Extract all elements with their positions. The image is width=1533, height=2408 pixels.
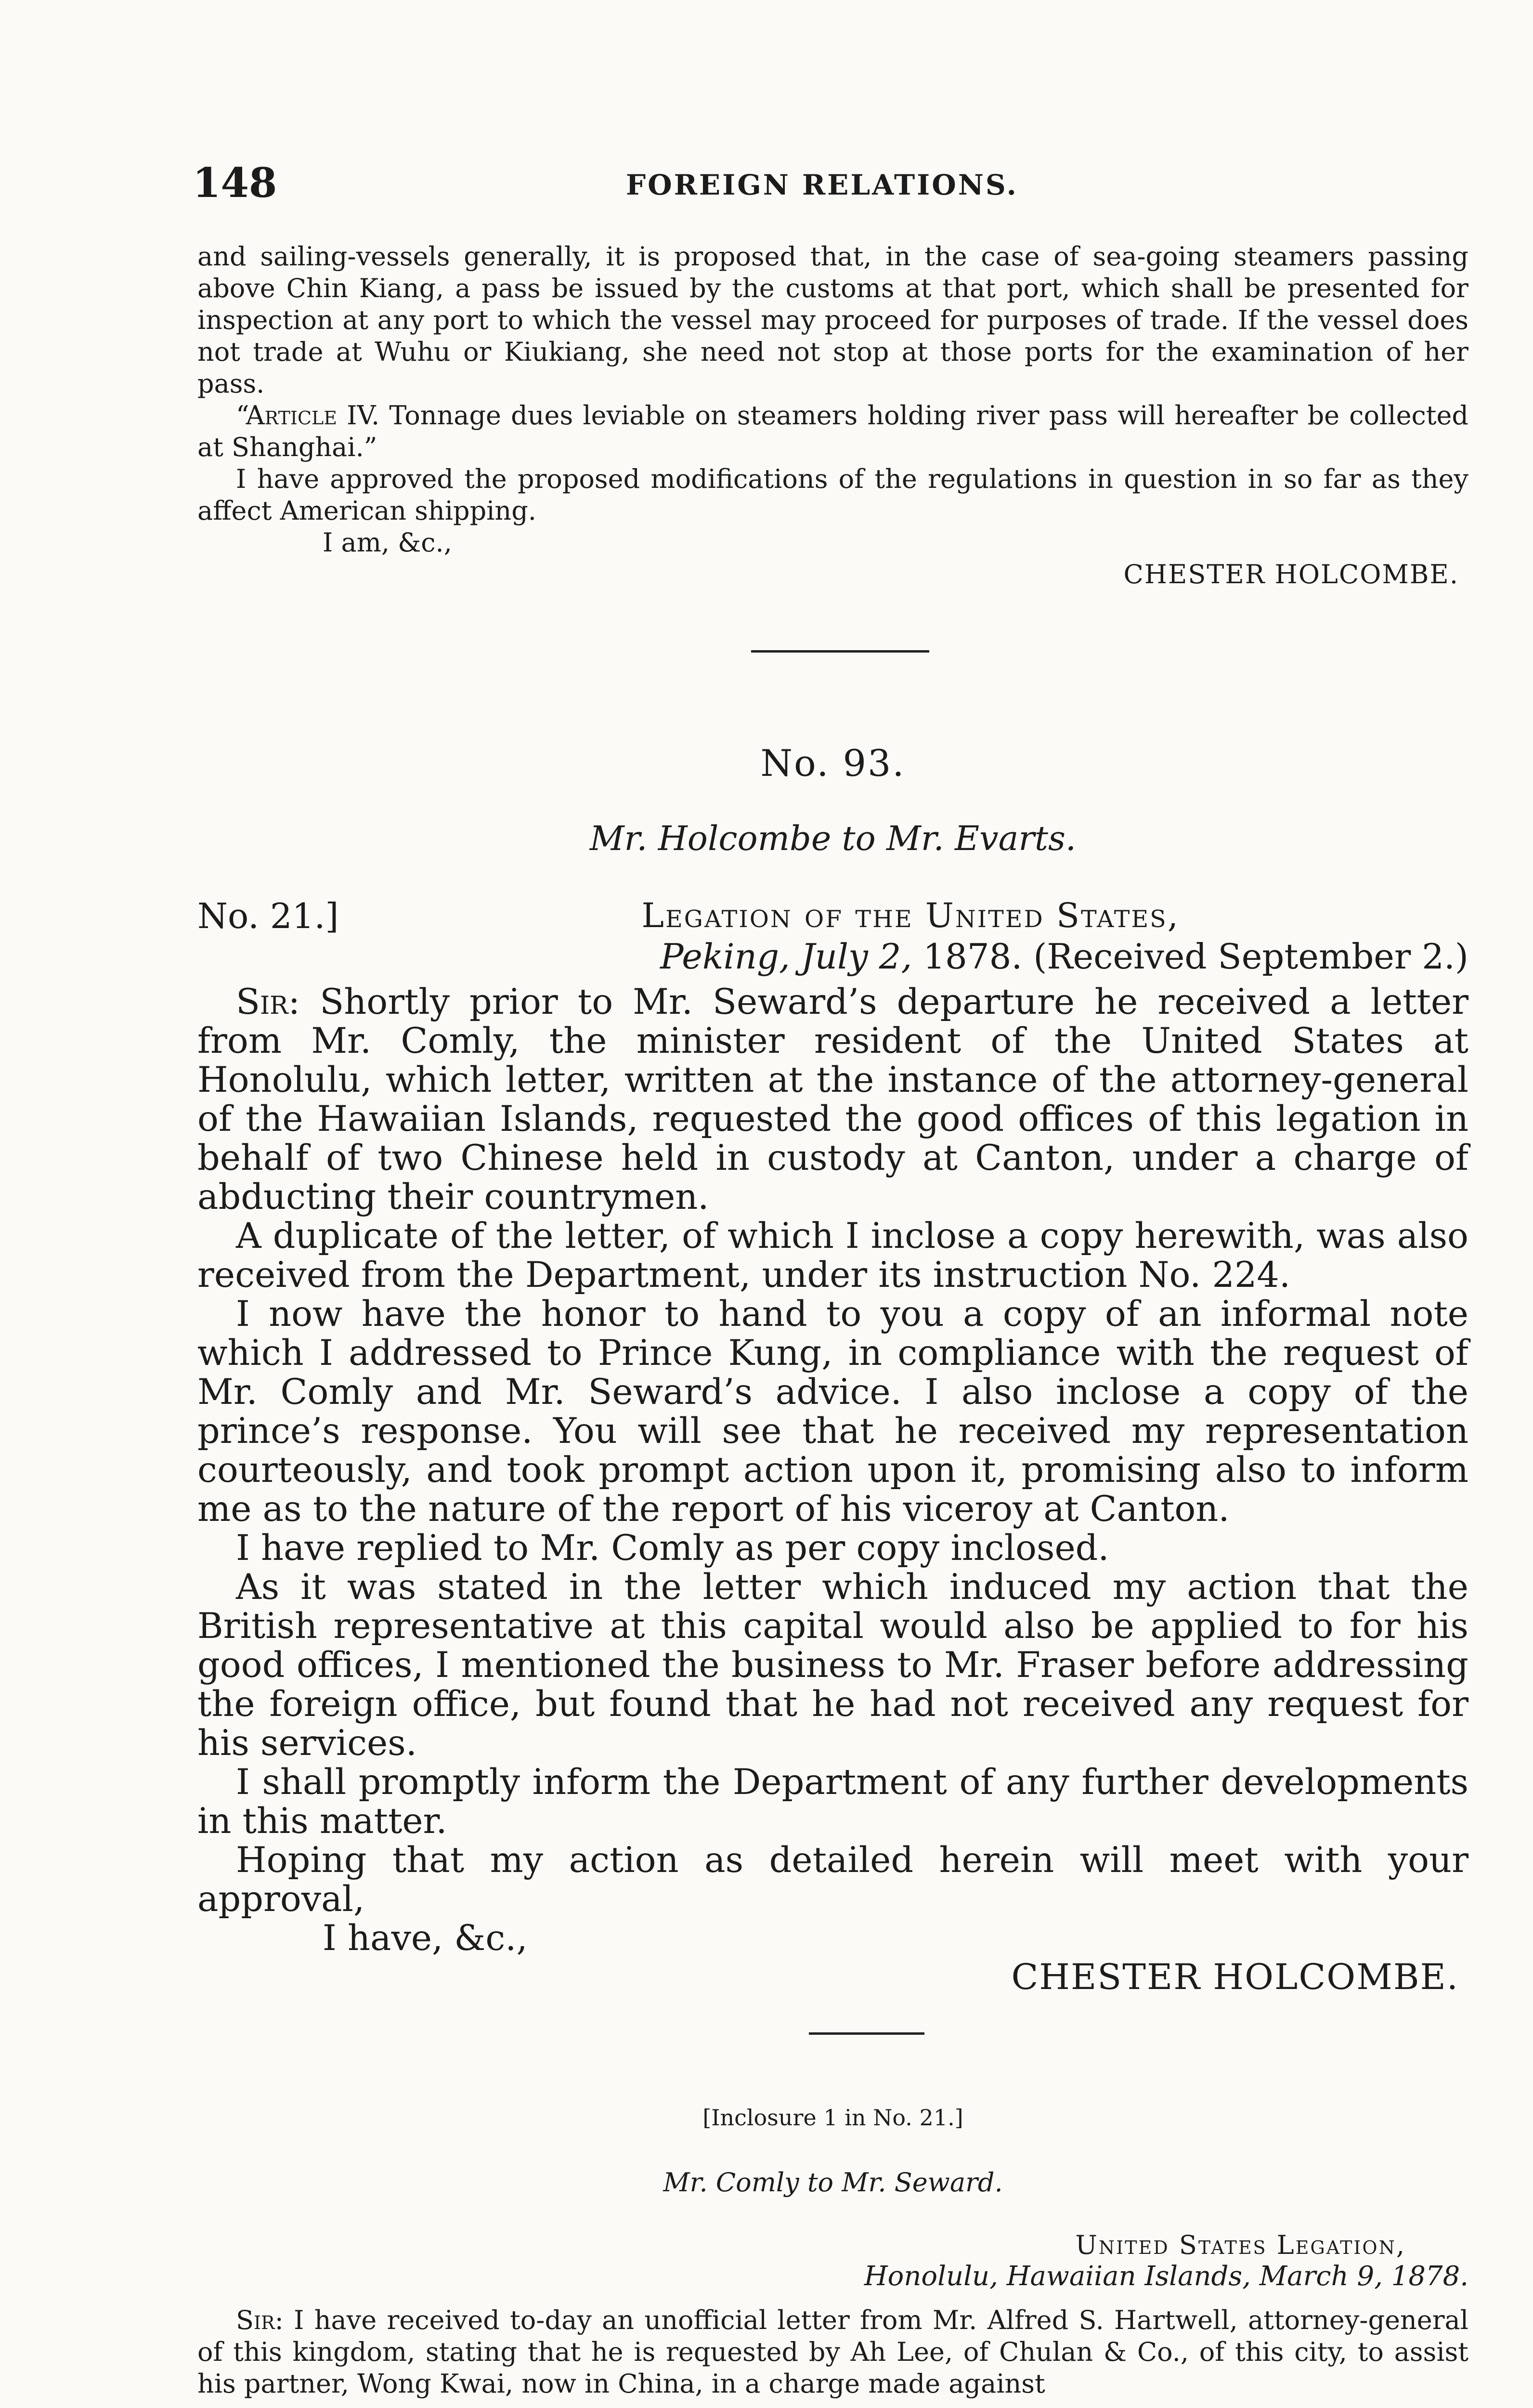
letter-paragraph: I have replied to Mr. Comly as per copy inclosed. <box>236 1528 1109 1569</box>
continued-text <box>197 241 1468 590</box>
dispatch-header <box>197 896 1468 978</box>
signature: CHESTER HOLCOMBE. <box>1011 1957 1459 1998</box>
page-header <box>193 159 1464 212</box>
legation-heading: Legation of the United States, <box>641 896 1180 935</box>
received-note: (Received September 2.) <box>1033 936 1468 977</box>
inclosure-legation: United States Legation, <box>1075 2230 1406 2260</box>
letter-paragraph: Hoping that my action as detailed herein will meet with your approval, <box>197 1840 1468 1920</box>
inclosure-label: [Inclosure 1 in No. 21.] <box>702 2105 963 2131</box>
inclosure-header <box>197 2230 1468 2297</box>
inclosure-salutation: Sir: <box>236 2305 284 2335</box>
letter-paragraph: I now have the honor to hand to you a copy of an informal note which I addressed to Prince Kung, in compliance with the request of Mr. Comly and Mr. Seward’s advice. I also inclose a copy of the prince’s response. You will see that he received my representation courteously, and took prompt action upon it, promising also to inform me as to the nature of the report of his viceroy at Canton. <box>197 1294 1468 1530</box>
document-number: No. 93. <box>760 742 906 785</box>
signature: CHESTER HOLCOMBE. <box>1123 559 1459 589</box>
approval-paragraph: I have approved the proposed modifications of the regulations in question in so far as they affect American shipping. <box>197 464 1468 526</box>
inclosure-title: Mr. Comly to Mr. Seward. <box>663 2167 1003 2198</box>
closing-line: I am, &c., <box>323 527 452 558</box>
letter-paragraph <box>197 982 1468 1217</box>
inclosure-place-date: Honolulu, Hawaiian Islands, March 9, 1878. <box>864 2261 1468 2292</box>
salutation: Sir: <box>236 982 300 1022</box>
continued-paragraph: and sailing-vessels generally, it is proposed that, in the case of sea-going steamers passing above Chin Kiang, a pass be issued by the customs at that port, which shall be presented for inspection at any port to which the vessel may proceed for purposes of trade. If the vessel does not trade at Wuhu or Kiukiang, she need not stop at those ports for the examination of her pass. <box>197 241 1468 399</box>
letter-paragraph: I shall promptly inform the Department of any further developments in this matter. <box>197 1762 1468 1842</box>
section-divider <box>809 2032 924 2035</box>
document-title: Mr. Holcombe to Mr. Evarts. <box>589 819 1077 858</box>
place-date-text: Peking, July 2, <box>660 936 912 977</box>
letter-paragraph: As it was stated in the letter which induced my action that the British representative at this capital would also be applied to for his good offices, I mentioned the business to Mr. Fraser before addressing the foreign office, but found that he had not received any request for his services. <box>197 1567 1468 1764</box>
article-label: “Article IV. <box>236 400 380 431</box>
dispatch-number: No. 21.] <box>197 896 339 936</box>
closing-line: I have, &c., <box>323 1918 528 1959</box>
year: 1878. <box>923 936 1023 977</box>
page-number: 148 <box>193 159 277 207</box>
place-and-date <box>660 936 1468 977</box>
letter-body <box>197 982 1468 1997</box>
article-iv-paragraph <box>197 400 1468 463</box>
inclosure-body <box>197 2304 1468 2400</box>
inclosure-paragraph <box>197 2304 1468 2400</box>
running-head: FOREIGN RELATIONS. <box>626 169 1018 201</box>
article-text: Tonnage dues leviable on steamers holding river pass will hereafter be collected at Shanghai.” <box>197 400 1468 462</box>
section-divider <box>751 650 929 653</box>
letter-paragraph: A duplicate of the letter, of which I inclose a copy herewith, was also received from the Department, under its instruction No. 224. <box>197 1216 1468 1296</box>
paragraph-text: Shortly prior to Mr. Seward’s departure he received a letter from Mr. Comly, the minister resident of the United States at Honolulu, which letter, written at the instance of the attorney-general of the Hawaiian Islands, requested the good offices of this legation in behalf of two Chinese held in custody at Canton, under a charge of abducting their countrymen. <box>197 982 1468 1217</box>
inclosure-text: I have received to-day an unofficial letter from Mr. Alfred S. Hartwell, attorney-general of this kingdom, stating that he is requested by Ah Lee, of Chulan & Co., of this city, to assist his partner, Wong Kwai, now in China, in a charge made against <box>197 2305 1468 2399</box>
